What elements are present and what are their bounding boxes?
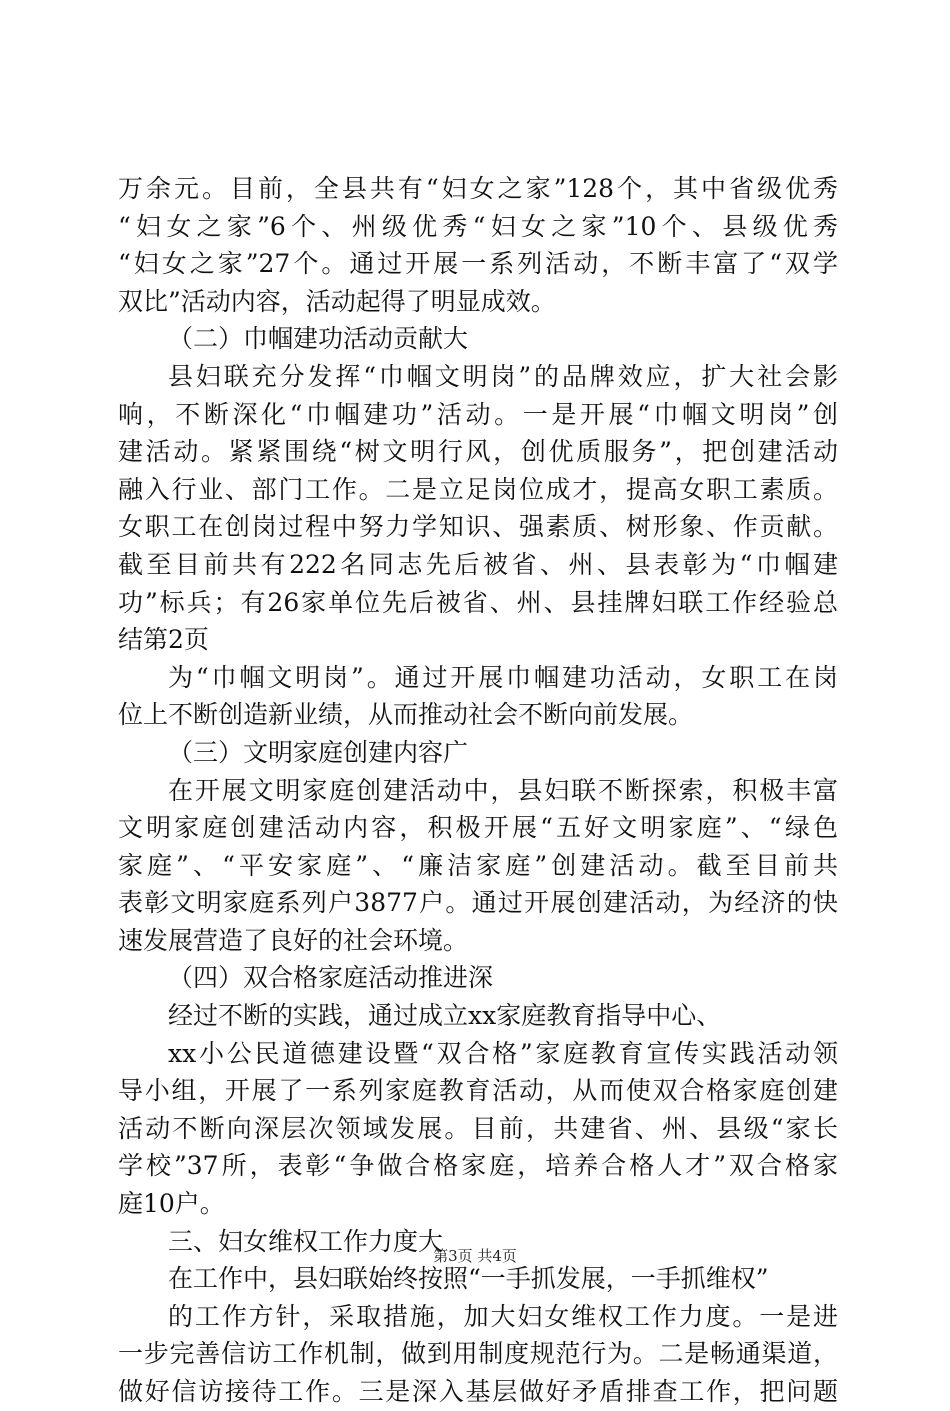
text-line: 在开展文明家庭创建活动中，县妇联不断探索，积极丰富 [168, 775, 838, 805]
text-line: 建活动。紧紧围绕“树文明行风，创优质服务”，把创建活动 [118, 437, 838, 467]
section-heading: （二）巾帼建功活动贡献大 [168, 324, 469, 354]
text-line: 女职工在创岗过程中努力学知识、强素质、树形象、作贡献。 [118, 512, 838, 542]
text-line: 表彰文明家庭系列户3877户。通过开展创建活动，为经济的快 [118, 888, 838, 918]
text-line: 一步完善信访工作机制，做到用制度规范行为。二是畅通渠道， [118, 1339, 838, 1369]
text-line: 导小组，开展了一系列家庭教育活动，从而使双合格家庭创建 [118, 1076, 838, 1106]
body-text [118, 170, 838, 1411]
section-heading: （三）文明家庭创建内容广 [168, 737, 469, 767]
text-line: 功”标兵；有26家单位先后被省、州、县挂牌妇联工作经验总 [118, 587, 838, 617]
section-heading: 三、妇女维权工作力度大 [168, 1226, 444, 1256]
text-line: 万余元。目前，全县共有“妇女之家”128个，其中省级优秀 [118, 174, 838, 203]
page-number-footer: 第3页 共4页 [433, 1247, 517, 1265]
text-line: 在工作中，县妇联始终按照“一手抓发展，一手抓维权” [168, 1264, 769, 1294]
text-line: 融入行业、部门工作。二是立足岗位成才，提高女职工素质。 [118, 474, 838, 504]
text-line: 文明家庭创建活动内容，积极开展“五好文明家庭”、“绿色 [118, 813, 838, 843]
text-line: 活动不断向深层次领域发展。目前，共建省、州、县级“家长 [118, 1113, 838, 1143]
text-line: 县妇联充分发挥“巾帼文明岗”的品牌效应，扩大社会影 [168, 361, 838, 391]
text-line: “妇女之家”6个、州级优秀“妇女之家”10个、县级优秀 [118, 211, 838, 241]
text-line: 响，不断深化“巾帼建功”活动。一是开展“巾帼文明岗”创 [118, 399, 838, 429]
text-line: xx小公民道德建设暨“双合格”家庭教育宣传实践活动领 [168, 1038, 838, 1068]
text-line: 经过不断的实践，通过成立xx家庭教育指导中心、 [168, 1001, 722, 1031]
text-line: 结第2页 [118, 625, 209, 655]
text-line: 做好信访接待工作。三是深入基层做好矛盾排查工作，把问题 [118, 1377, 838, 1406]
text-line: 家庭”、“平安家庭”、“廉洁家庭”创建活动。截至目前共 [118, 850, 838, 880]
text-line: 的工作方针，采取措施，加大妇女维权工作力度。一是进 [168, 1301, 838, 1331]
text-line: 位上不断创造新业绩，从而推动社会不断向前发展。 [118, 700, 694, 730]
text-line: 双比”活动内容，活动起得了明显成效。 [118, 286, 556, 316]
text-line: 截至目前共有222名同志先后被省、州、县表彰为“巾帼建 [118, 549, 838, 579]
text-line: 速发展营造了良好的社会环境。 [118, 925, 469, 955]
text-line: 庭10户。 [118, 1189, 225, 1219]
text-line: “妇女之家”27个。通过开展一系列活动，不断丰富了“双学 [118, 249, 838, 279]
section-heading: （四）双合格家庭活动推进深 [168, 963, 494, 993]
text-line: 为“巾帼文明岗”。通过开展巾帼建功活动，女职工在岗 [168, 662, 838, 692]
text-line: 学校”37所，表彰“争做合格家庭，培养合格人才”双合格家 [118, 1151, 838, 1181]
